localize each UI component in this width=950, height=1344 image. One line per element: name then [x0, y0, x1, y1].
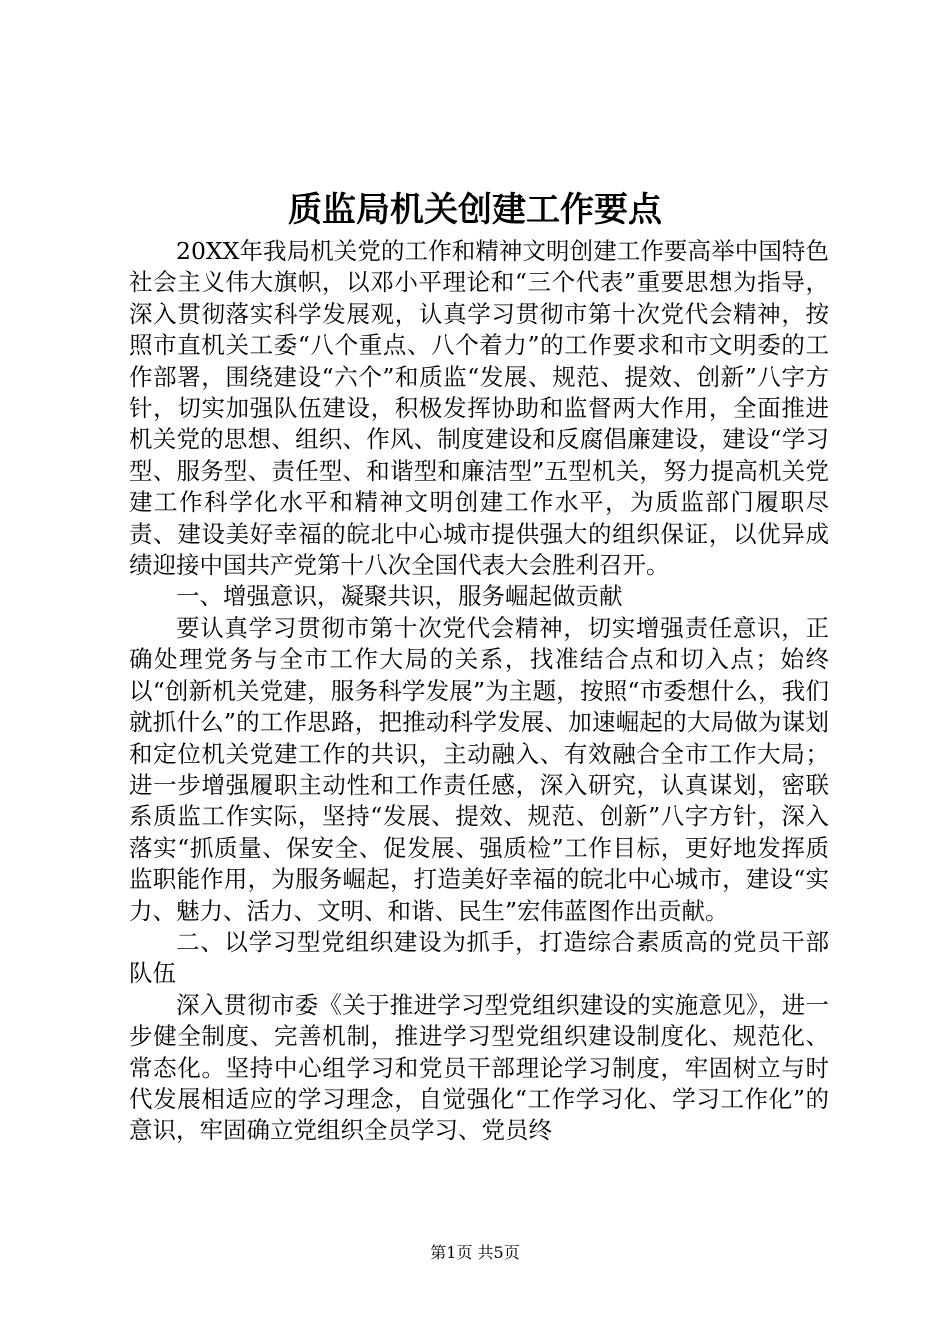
section-paragraph-2: 深入贯彻市委《关于推进学习型党组织建设的实施意见》，进一步健全制度、完善机制，推进学习型党组织建设制度化、规范化、常态化。坚持中心组学习和党员干部理论学习制度，牢固树立与时代发展相适应的学习理念，自觉强化“工作学习化、学习工作化”的意识，牢固确立党组织全员学习、党员终	[129, 990, 829, 1145]
section-heading-2: 二、以学习型党组织建设为抓手，打造综合素质高的党员干部队伍	[129, 927, 829, 988]
section-paragraph-1: 要认真学习贯彻市第十次党代会精神，切实增强责任意识，正确处理党务与全市工作大局的关系，找准结合点和切入点；始终以“创新机关党建，服务科学发展”为主题，按照“市委想什么，我们就抓什么”的工作思路，把推动科学发展、加速崛起的大局做为谋划和定位机关党建工作的共识，主动融入、有效融合全市工作大局；进一步增强履职主动性和工作责任感，深入研究，认真谋划，密联系质监工作实际，坚持“发展、提效、规范、创新”八字方针，深入落实“抓质量、保安全、促发展、强质检”工作目标，更好地发挥质监职能作用，为服务崛起，打造美好幸福的皖北中心城市，建设“实力、魅力、活力、文明、和谐、民生”宏伟蓝图作出贡献。	[129, 613, 829, 925]
section-heading-1: 一、增强意识，凝聚共识，服务崛起做贡献	[176, 582, 623, 611]
document-body	[129, 236, 829, 1147]
intro-paragraph: 20XX年我局机关党的工作和精神文明创建工作要高举中国特色社会主义伟大旗帜，以邓小平理论和“三个代表”重要思想为指导，深入贯彻落实科学发展观，认真学习贯彻市第十次党代会精神，按照市直机关工委“八个重点、八个着力”的工作要求和市文明委的工作部署，围绕建设“六个”和质监“发展、规范、提效、创新”八字方针，切实加强队伍建设，积极发挥协助和监督两大作用，全面推进机关党的思想、组织、作风、制度建设和反腐倡廉建设，建设“学习型、服务型、责任型、和谐型和廉洁型”五型机关，努力提高机关党建工作科学化水平和精神文明创建工作水平，为质监部门履职尽责、建设美好幸福的皖北中心城市提供强大的组织保证，以优异成绩迎接中国共产党第十八次全国代表大会胜利召开。	[129, 237, 829, 580]
document-title: 质监局机关创建工作要点	[288, 190, 662, 230]
page-footer: 第1页 共5页	[430, 1243, 520, 1262]
